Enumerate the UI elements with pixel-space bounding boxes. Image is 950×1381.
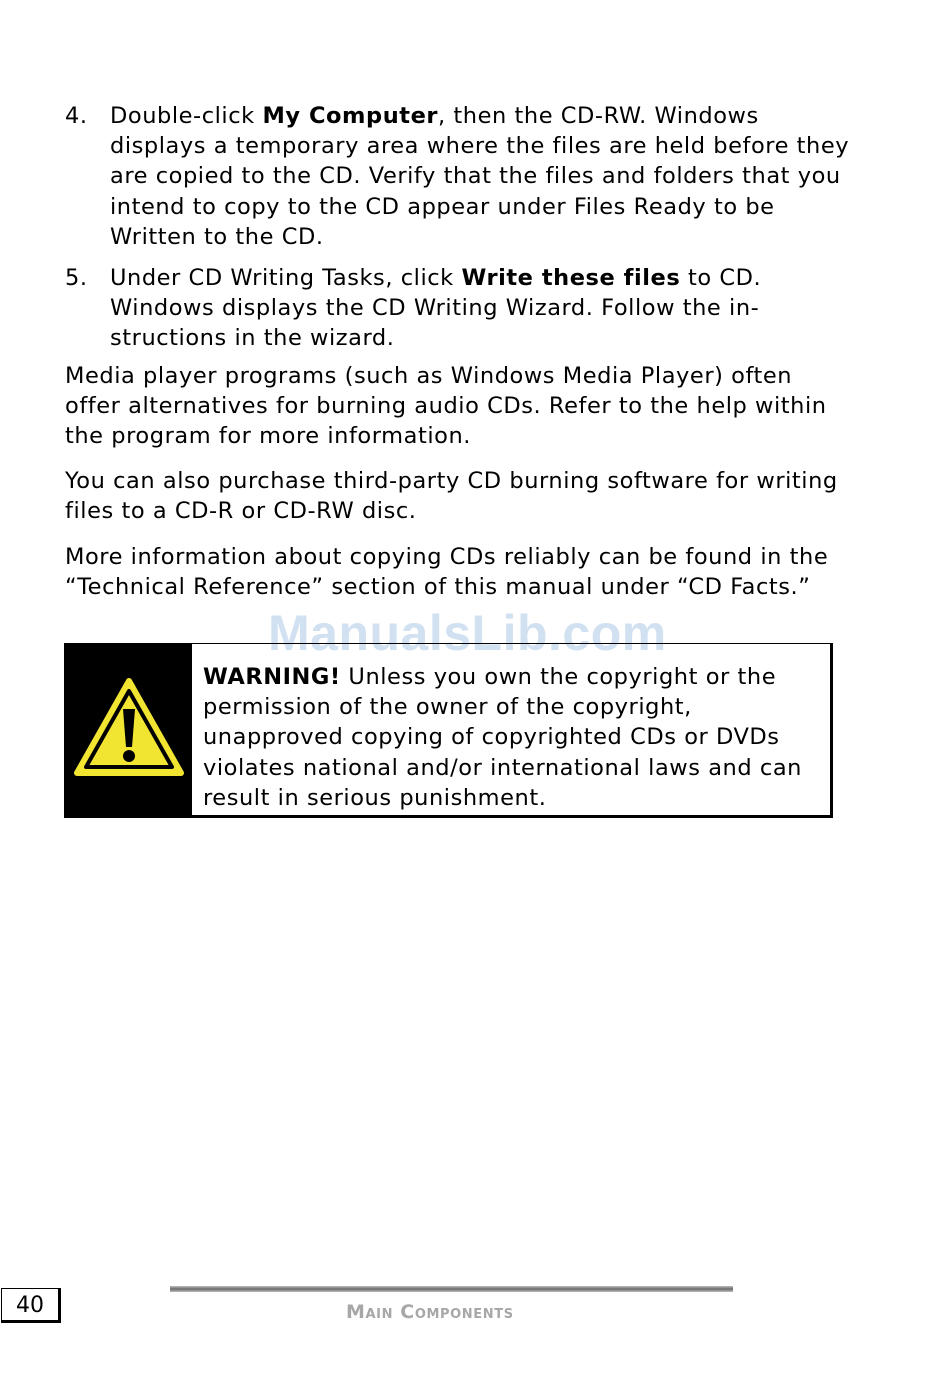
warning-triangle-icon — [73, 677, 185, 783]
step-text-start: Under CD Writing Tasks, click — [110, 265, 462, 292]
step-item — [65, 101, 855, 252]
step-text-end: to CD. Windows displays the CD Writing Wizard. Follow the in-structions in the wizard. — [110, 265, 762, 352]
warning-icon-panel — [65, 644, 192, 815]
step-item — [65, 263, 855, 354]
step-number: 5. — [65, 265, 88, 292]
warning-text — [192, 644, 830, 815]
step-number: 4. — [65, 103, 88, 129]
warning-label: WARNING! — [203, 664, 341, 690]
footer-divider — [170, 1286, 733, 1292]
step-ui-term: My Computer — [262, 103, 439, 129]
watermark: ManualsLib.com — [268, 605, 667, 661]
paragraph-third-party: You can also purchase third-party CD burning software for writing files to a CD-R or CD-RW disc. — [65, 468, 838, 525]
step-text-start: Double-click — [110, 103, 263, 129]
paragraph-media-player: Media player programs (such as Windows Media Player) often offer alternatives for burning audio CDs. Refer to the help within the program for more information. — [65, 362, 827, 450]
page-number: 40 — [1, 1288, 61, 1323]
page-body — [65, 101, 855, 617]
footer-section-title: Main Components — [346, 1301, 514, 1323]
step-text — [110, 101, 855, 252]
warning-message: Unless you own the copyright or the permission of the owner of the copyright, unapproved copying of copyrighted CDs or DVDs violates national and/or international laws and can result in serious punishment. — [203, 664, 802, 811]
paragraph-more-info: More information about copying CDs reliably can be found in the “Technical Reference” section of this manual under “CD Facts.” — [65, 543, 829, 600]
step-text — [110, 263, 855, 354]
step-text-end: , then the CD-RW. Windows displays a temporary area where the files are held before they are copied to the CD. Verify that the files and folders that you intend to copy to the CD appear under Files Ready to be Written to the CD. — [110, 103, 850, 250]
step-ui-term: Write these files — [461, 265, 681, 292]
warning-box — [64, 643, 833, 818]
